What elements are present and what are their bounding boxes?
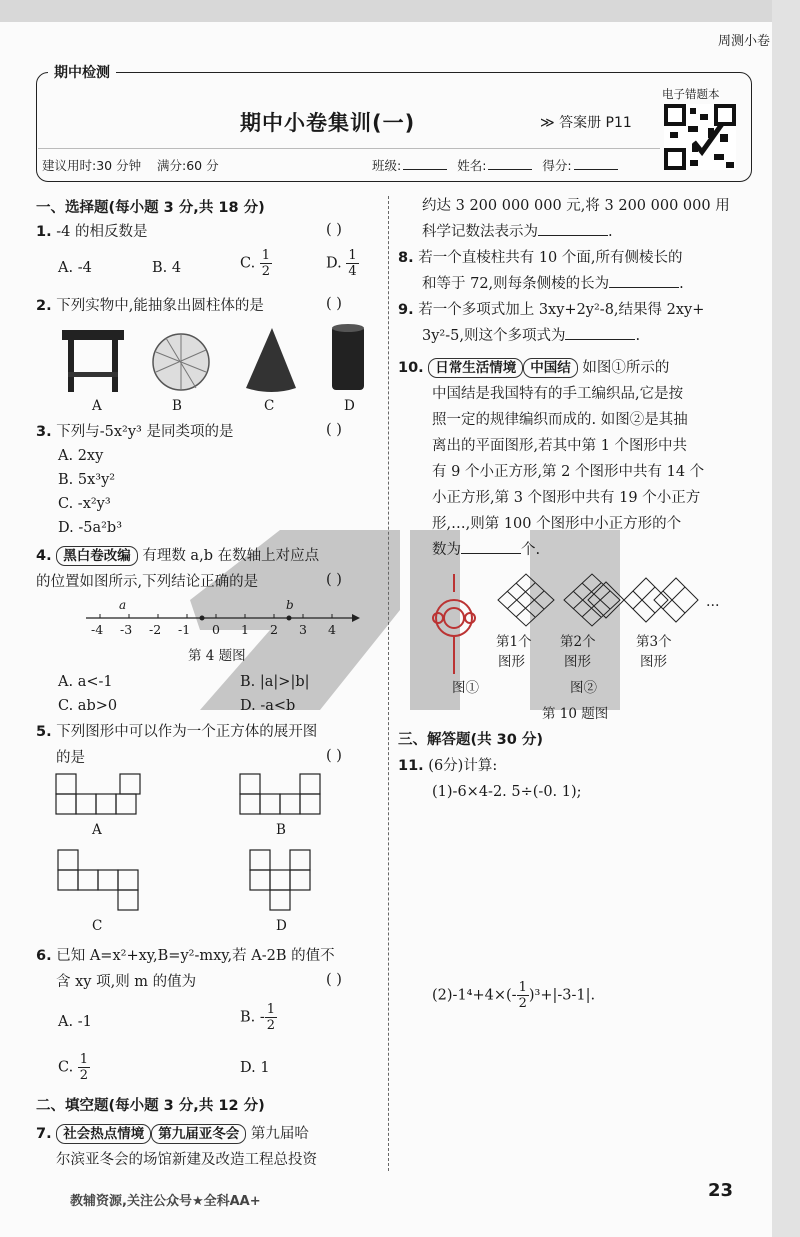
q6-stem-2: 含 xy 项,则 m 的值为 bbox=[56, 974, 197, 990]
qr-code-icon bbox=[664, 104, 736, 170]
q1-text: -4 的相反数是 bbox=[56, 224, 148, 240]
scan-edge-right bbox=[772, 0, 800, 1237]
q11-part-2: (2)-1⁴+4×(- $\frac{1}{2}$ )³+|-3-1|. bbox=[432, 980, 596, 1011]
q4-point-b: b bbox=[286, 598, 294, 612]
column-divider bbox=[388, 196, 389, 1171]
q10-stem: 10. 日常生活情境 中国结 如图①所示的 bbox=[398, 360, 670, 376]
q10-fig-sub-3: 图形 bbox=[640, 654, 667, 670]
q1-option-b[interactable]: B. 4 bbox=[152, 260, 182, 276]
header-fields bbox=[372, 156, 624, 174]
q11-part-1: (1)-6×4-2. 5÷(-0. 1); bbox=[432, 784, 582, 800]
q9-answer-blank[interactable] bbox=[565, 326, 635, 340]
fraction: $\frac{1}{2}$ bbox=[266, 1002, 276, 1033]
class-field[interactable] bbox=[403, 158, 447, 170]
header-meta bbox=[42, 156, 219, 174]
q2-label-b[interactable]: B bbox=[172, 398, 182, 414]
q3-option-a[interactable]: A. 2xy bbox=[58, 448, 104, 464]
q4-option-a[interactable]: A. a<-1 bbox=[58, 674, 113, 690]
q6-stem: 6. 已知 A=x²+xy,B=y²-mxy,若 A-2B 的值不 bbox=[36, 948, 335, 964]
page-number: 23 bbox=[708, 1180, 734, 1201]
section-3-heading: 三、解答题(共 30 分) bbox=[398, 732, 544, 748]
q10-line-1: 中国结是我国特有的手工编织品,它是按 bbox=[432, 386, 684, 402]
q10-answer-blank[interactable] bbox=[461, 540, 521, 554]
full-score: 满分:60 分 bbox=[157, 158, 219, 173]
answer-reference: ≫ 答案册 P11 bbox=[540, 115, 632, 131]
corner-tag: 周测小卷 bbox=[717, 34, 770, 49]
q6-option-d[interactable]: D. 1 bbox=[240, 1060, 270, 1076]
q4-stem-2: 的位置如图所示,下列结论正确的是 bbox=[36, 574, 259, 590]
page-title: 期中小卷集训(一) bbox=[240, 111, 416, 135]
q4-tick-neg3: -3 bbox=[120, 622, 133, 637]
q1-option-a[interactable]: A. -4 bbox=[58, 260, 92, 276]
q10-fig-label-1: 第1个 bbox=[496, 634, 532, 650]
q10-fig-label-2: 第2个 bbox=[560, 634, 596, 650]
q1-number: 1. bbox=[36, 224, 52, 240]
q2-label-c[interactable]: C bbox=[264, 398, 275, 414]
q9-stem-2: 3y²-5,则这个多项式为 . bbox=[422, 328, 641, 344]
q7-tag-2: 第九届亚冬会 bbox=[151, 1124, 246, 1144]
q4-tick-1: 1 bbox=[241, 622, 249, 637]
q10-line-4: 有 9 个小正方形,第 2 个图形中共有 14 个 bbox=[432, 464, 705, 480]
q7-stem-2: 尔滨亚冬会的场馆新建及改造工程总投资 bbox=[56, 1152, 317, 1168]
q10-line-6: 形,…,则第 100 个图形中小正方形的个 bbox=[432, 516, 682, 532]
q7-stem-4: 科学记数法表示为 . bbox=[422, 224, 613, 240]
q10-fig-sub-2: 图形 bbox=[564, 654, 591, 670]
q4-answer-paren[interactable]: ( ) bbox=[326, 572, 342, 588]
q3-option-d[interactable]: D. -5a²b³ bbox=[58, 520, 123, 536]
name-label: 姓名: bbox=[457, 158, 487, 173]
q5-label-a[interactable]: A bbox=[92, 822, 102, 838]
time-limit: 建议用时:30 分钟 bbox=[42, 158, 142, 173]
q4-tick-neg4: -4 bbox=[91, 622, 104, 637]
header-rule bbox=[38, 148, 660, 149]
fraction: $\frac{1}{2}$ bbox=[261, 248, 271, 279]
q3-option-b[interactable]: B. 5x³y² bbox=[58, 472, 116, 488]
q10-continuation: … bbox=[706, 594, 720, 610]
q5-stem: 5. 下列图形中可以作为一个正方体的展开图 bbox=[36, 724, 318, 740]
header-tag: 期中检测 bbox=[48, 62, 116, 82]
qr-label: 电子错题本 bbox=[662, 87, 720, 101]
scan-edge-top bbox=[0, 0, 800, 22]
q4-option-c[interactable]: C. ab>0 bbox=[58, 698, 118, 714]
q9-stem: 9. 若一个多项式加上 3xy+2y²-8,结果得 2xy+ bbox=[398, 302, 705, 318]
q3-answer-paren[interactable]: ( ) bbox=[326, 422, 342, 438]
footer-text: 教辅资源,关注公众号★全科AA+ bbox=[70, 1194, 261, 1209]
q5-label-b[interactable]: B bbox=[276, 822, 286, 838]
q4-tick-4: 4 bbox=[328, 622, 336, 637]
q7-answer-blank[interactable] bbox=[538, 222, 608, 236]
fraction: $\frac{1}{2}$ bbox=[79, 1052, 89, 1083]
points-field[interactable] bbox=[574, 158, 618, 170]
q6-option-b[interactable]: B. - $\frac{1}{2}$ bbox=[240, 1002, 276, 1033]
q2-objects-figure bbox=[56, 322, 376, 394]
name-field[interactable] bbox=[488, 158, 532, 170]
q10-tag-1: 日常生活情境 bbox=[428, 358, 523, 378]
q3-stem: 3. 下列与-5x²y³ 是同类项的是 bbox=[36, 424, 234, 440]
q8-stem: 8. 若一个直棱柱共有 10 个面,所有侧棱长的 bbox=[398, 250, 683, 266]
q11-stem: 11. (6分)计算: bbox=[398, 758, 498, 774]
q4-tag: 黑白卷改编 bbox=[56, 546, 138, 566]
q6-option-c[interactable]: C. $\frac{1}{2}$ bbox=[58, 1052, 89, 1083]
q4-tick-0: 0 bbox=[212, 622, 220, 637]
q10-caption-1: 图① bbox=[452, 680, 479, 696]
q10-line-2: 照一定的规律编织而成的. 如图②是其抽 bbox=[432, 412, 688, 428]
q8-answer-blank[interactable] bbox=[609, 274, 679, 288]
points-label: 得分: bbox=[542, 158, 572, 173]
q1-stem bbox=[36, 222, 147, 242]
q7-stem: 7. 社会热点情境 第九届亚冬会 第九届哈 bbox=[36, 1126, 309, 1142]
q5-nets-figure bbox=[50, 770, 370, 920]
section-2-heading: 二、填空题(每小题 3 分,共 12 分) bbox=[36, 1098, 265, 1114]
q7-tag-1: 社会热点情境 bbox=[56, 1124, 151, 1144]
q4-tick-2: 2 bbox=[270, 622, 278, 637]
q10-tag-2: 中国结 bbox=[523, 358, 578, 378]
q7-stem-3: 约达 3 200 000 000 元,将 3 200 000 000 用 bbox=[422, 198, 730, 214]
q5-label-d[interactable]: D bbox=[276, 918, 287, 934]
q1-option-d[interactable]: D. $\frac{1}{4}$ bbox=[326, 248, 357, 279]
fraction: $\frac{1}{4}$ bbox=[348, 248, 357, 279]
q2-label-a[interactable]: A bbox=[92, 398, 102, 414]
q4-stem: 4. 黑白卷改编 有理数 a,b 在数轴上对应点 bbox=[36, 548, 320, 564]
q5-label-c[interactable]: C bbox=[92, 918, 103, 934]
q1-option-c[interactable]: C. $\frac{1}{2}$ bbox=[240, 248, 271, 279]
q6-option-a[interactable]: A. -1 bbox=[58, 1014, 92, 1030]
section-1-heading: 一、选择题(每小题 3 分,共 18 分) bbox=[36, 200, 265, 216]
q6-answer-paren[interactable]: ( ) bbox=[326, 972, 342, 988]
class-label: 班级: bbox=[372, 158, 402, 173]
q2-stem: 2. 下列实物中,能抽象出圆柱体的是 bbox=[36, 298, 264, 314]
q4-tick-3: 3 bbox=[299, 622, 307, 637]
q4-option-d[interactable]: D. -a<b bbox=[240, 698, 296, 714]
q10-line-3: 离出的平面图形,若其中第 1 个图形中共 bbox=[432, 438, 688, 454]
q10-fig-label-3: 第3个 bbox=[636, 634, 672, 650]
q8-stem-2: 和等于 72,则每条侧棱的长为 . bbox=[422, 276, 684, 292]
q4-caption: 第 4 题图 bbox=[188, 648, 246, 664]
fraction: $\frac{1}{2}$ bbox=[518, 980, 527, 1011]
q4-point-a: a bbox=[119, 598, 127, 612]
q5-answer-paren[interactable]: ( ) bbox=[326, 748, 342, 764]
q4-tick-neg2: -2 bbox=[149, 622, 162, 637]
q2-label-d[interactable]: D bbox=[344, 398, 355, 414]
q5-stem-2: 的是 bbox=[56, 750, 85, 766]
q2-answer-paren[interactable]: ( ) bbox=[326, 296, 342, 312]
q10-fig-sub-1: 图形 bbox=[498, 654, 525, 670]
q10-caption-2: 图② bbox=[570, 680, 597, 696]
q4-option-b[interactable]: B. |a|>|b| bbox=[240, 674, 310, 690]
q10-line-5: 小正方形,第 3 个图形中共有 19 个小正方 bbox=[432, 490, 701, 506]
q4-tick-neg1: -1 bbox=[178, 622, 191, 637]
q3-option-c[interactable]: C. -x²y³ bbox=[58, 496, 111, 512]
q1-answer-paren[interactable]: ( ) bbox=[326, 222, 342, 238]
q10-caption: 第 10 题图 bbox=[542, 706, 609, 722]
q10-line-7: 数为 个. bbox=[432, 542, 541, 558]
